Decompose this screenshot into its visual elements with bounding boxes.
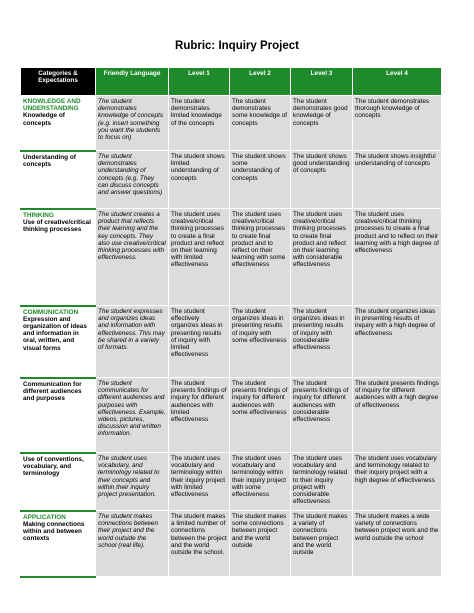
level3-cell: The student makes a variety of connections between project and the world outside <box>291 511 353 577</box>
level1-cell: The student effectively organizes ideas in presenting results of inquiry with limited effectiveness <box>169 306 230 378</box>
friendly-cell: The student demonstrates knowledge of concepts (e.g. insert something you want the students to focus on) <box>96 96 169 151</box>
table-row <box>21 453 442 511</box>
category-subheading: Understanding of concepts <box>23 153 76 168</box>
level1-cell: The student shows limited understanding of concepts <box>169 151 230 209</box>
category-cell <box>21 453 96 511</box>
level3-cell: The student organizes ideas in presenting results of inquiry with considerable effectiveness <box>291 306 353 378</box>
level4-cell: The student demonstrates thorough knowledge of concepts <box>353 96 442 151</box>
category-subheading: Use of creative/critical thinking processes <box>23 218 91 233</box>
category-cell <box>21 306 96 378</box>
category-cell <box>21 96 96 151</box>
level2-cell: The student uses vocabulary and terminology within their inquiry project with some effectiveness <box>230 453 291 511</box>
table-row <box>21 209 442 306</box>
header-level3: Level 3 <box>291 68 353 96</box>
header-categories: Categories & Expectations <box>21 68 96 96</box>
level2-cell: The student makes some connections between project and the world outside <box>230 511 291 577</box>
page-title: Rubric: Inquiry Project <box>175 40 299 52</box>
friendly-cell: The student expresses and organizes ideas and information with effectiveness. This may be shared in a variety of formats. <box>96 306 169 378</box>
category-subheading: Knowledge of concepts <box>23 112 65 127</box>
level2-cell: The student demonstrates some knowledge of concepts <box>230 96 291 151</box>
level4-cell: The student presents findings of inquiry for different audiences with a high degree of effectiveness <box>353 378 442 453</box>
header-level2: Level 2 <box>230 68 291 96</box>
friendly-cell: The student demonstrates understanding of concepts (e.g. They can discuss concepts and answer questions) <box>96 151 169 209</box>
level3-cell: The student presents findings of inquiry for different audiences with considerable effectiveness <box>291 378 353 453</box>
level1-cell: The student demonstrates limited knowledge of the concepts <box>169 96 230 151</box>
table-row <box>21 378 442 453</box>
level1-cell: The student makes a limited number of connections between the project and the world outside the school. <box>169 511 230 577</box>
friendly-cell: The student makes connections between their project and the world outside the school (real life). <box>96 511 169 577</box>
category-heading: COMMUNICATION <box>23 308 79 316</box>
level3-cell: The student shows good understanding of concepts <box>291 151 353 209</box>
level3-cell: The student uses vocabulary and terminology related to their inquiry project with considerable effectiveness <box>291 453 353 511</box>
category-subheading: Use of conventions, vocabulary, and terminology <box>23 455 84 477</box>
category-subheading: Making connections within and between contexts <box>23 520 85 543</box>
level1-cell: The student uses creative/critical thinking processes to create a final product and reflect on their learning with limited effectiveness <box>169 209 230 306</box>
table-header-row <box>21 68 442 96</box>
friendly-cell: The student uses vocabulary, and terminology related to their concepts and within their inquiry project presentation. <box>96 453 169 511</box>
category-cell <box>21 209 96 306</box>
table-row <box>21 306 442 378</box>
category-heading: THINKING <box>23 211 54 219</box>
category-cell <box>21 378 96 453</box>
table-row <box>21 151 442 209</box>
level2-cell: The student uses creative/critical thinking processes to create final product and to reflect on their learning with some effectiveness <box>230 209 291 306</box>
category-subheading: Expression and organization of ideas and information in oral, written, and visual forms <box>23 315 87 352</box>
header-level1: Level 1 <box>169 68 230 96</box>
level2-cell: The student shows some understanding of concepts <box>230 151 291 209</box>
category-cell <box>21 151 96 209</box>
level2-cell: The student presents findings of inquiry for different audiences with some effectiveness <box>230 378 291 453</box>
level1-cell: The student uses vocabulary and terminology within their inquiry project with limited effectiveness <box>169 453 230 511</box>
level2-cell: The student organizes ideas in presenting results of inquiry with some effectiveness <box>230 306 291 378</box>
level4-cell: The student uses creative/critical thinking processes to create a final product and to reflect on their learning with a high degree of effectiveness <box>353 209 442 306</box>
level4-cell: The student shows insightful understanding of concepts <box>353 151 442 209</box>
level3-cell: The student uses creative/critical thinking processes to create final product and reflect on their learning with considerable effectiveness <box>291 209 353 306</box>
friendly-cell: The student creates a product that reflects their learning and the key concepts. They also use creative/critical thinking processes with effectiveness. <box>96 209 169 306</box>
level1-cell: The student presents findings of inquiry for different audiences with limited effectiveness <box>169 378 230 453</box>
rubric-table <box>20 67 442 578</box>
level3-cell: The student demonstrates good knowledge of concepts <box>291 96 353 151</box>
category-cell <box>21 511 96 577</box>
header-friendly: Friendly Language <box>96 68 169 96</box>
category-heading: APPLICATION <box>23 513 66 521</box>
table-row <box>21 96 442 151</box>
category-subheading: Communication for different audiences and purposes <box>23 380 82 402</box>
table-row <box>21 511 442 577</box>
friendly-cell: The student communicates for different audiences and purposes with effectiveness. Example, videos, pictures, discussion and written information. <box>96 378 169 453</box>
level4-cell: The student organizes ideas in presenting results of inquiry with a high degree of effectiveness <box>353 306 442 378</box>
header-level4: Level 4 <box>353 68 442 96</box>
level4-cell: The student uses vocabulary and terminology related to their inquiry project with a high degree of effectiveness <box>353 453 442 511</box>
level4-cell: The student makes a wide variety of connections between project work and the world outside the school <box>353 511 442 577</box>
category-heading: KNOWLEDGE AND UNDERSTANDING <box>23 98 81 113</box>
